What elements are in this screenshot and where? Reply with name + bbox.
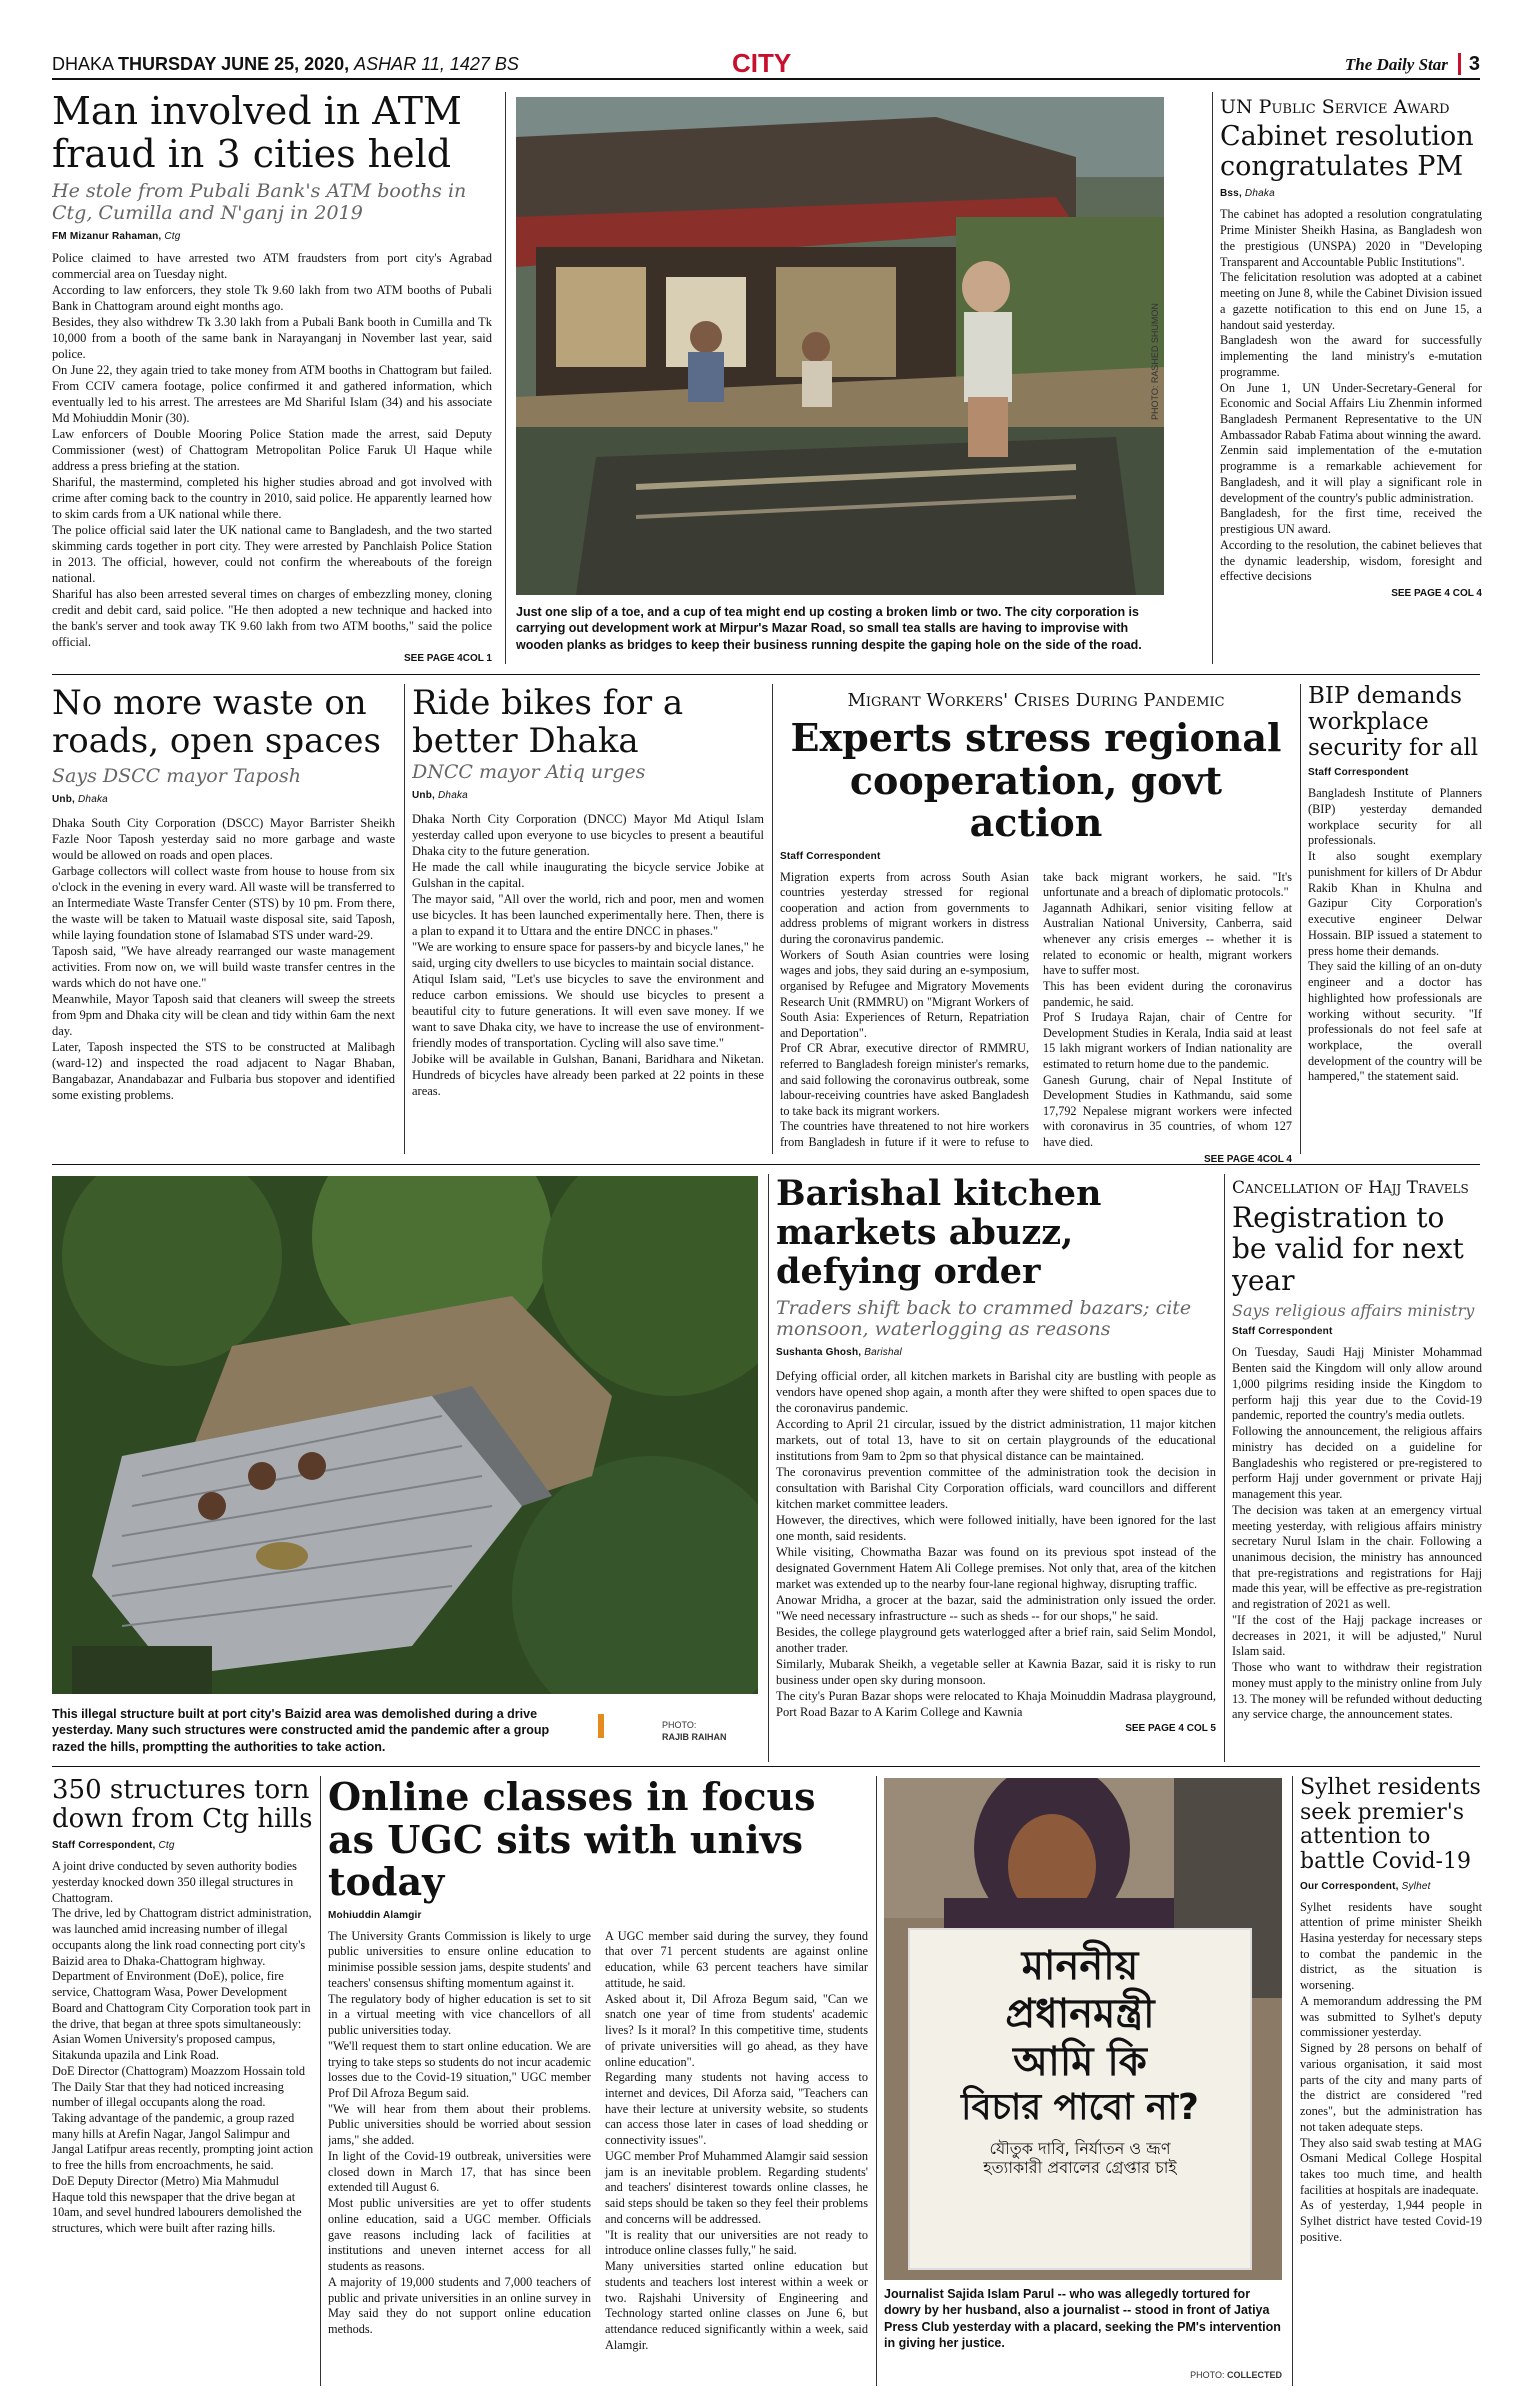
online-para: Most public universities are yet to offer students online education, said a UGC member. Officials gave reasons including lack of facilities at institutions and uneven internet access for all students as reasons.	[328, 2196, 591, 2274]
ctg-headline: 350 structures torn down from Ctg hills	[52, 1776, 313, 1835]
bikes-para: He made the call while inaugurating the bicycle service Jobike at Gulshan in the capital.	[412, 860, 764, 890]
online-para: "It is reality that our universities are not ready to introduce online classes fully," he said.	[605, 2227, 868, 2258]
migrant-para: Migration experts from across South Asian countries yesterday stressed for regional cooperation and action from governments to address problems of migrant workers in distress during the coronavirus pandemic.	[780, 869, 1029, 947]
online-para: In light of the Covid-19 outbreak, universities were closed down in March 17, that has since been extended till August 6.	[328, 2148, 591, 2195]
atm-para: Law enforcers of Double Mooring Police Station made the arrest, said Deputy Commissioner (west) of Chattogram Metropolitan Police Faruk Ul Haque while address a press briefing at the station.	[52, 426, 492, 473]
online-body	[328, 1929, 868, 2354]
online-para: The University Grants Commission is likely to urge public universities to ensure online education to minimise possible session jams, despite students' and teachers' consensus shifting momentum against it.	[328, 1928, 591, 1990]
un-para: Bangladesh won the award for successfully implementing the land ministry's e-mutation programme.	[1220, 333, 1482, 379]
article-migrant	[780, 690, 1292, 1164]
hill-structure-image	[52, 1176, 758, 1694]
photo1-caption: Just one slip of a toe, and a cup of tea might end up costing a broken limb or two. The city corporation is carrying out development work at Mirpur's Mazar Road, so small tea stalls are having to improvise with wooden planks as bridges to keep their business running despite the gaping hole on the side of the road.	[516, 605, 1142, 652]
article-waste	[52, 684, 395, 1164]
article-barishal	[776, 1174, 1216, 1764]
sylhet-byline: Our Correspondent, Sylhet	[1300, 1880, 1431, 1892]
hajj-headline: Registration to be valid for next year	[1232, 1201, 1464, 1297]
un-kicker: UN Public Service Award	[1220, 96, 1450, 118]
migrant-headline: Experts stress regional cooperation, govt action	[790, 715, 1282, 846]
barishal-para: While visiting, Chowmatha Bazar was found on its previous spot instead of the designated Government Hatem Ali College premises. Not only that, area of the kitchen market was extended up to the nearby four-lane regional highway, disrupting traffic.	[776, 1545, 1216, 1592]
article-un-award	[1220, 96, 1482, 666]
un-para: Bangladesh, for the first time, received the prestigious UN award.	[1220, 506, 1482, 537]
online-para: A majority of 19,000 students and 7,000 teachers of public and private universities in an online survey in May said they do not support online education methods.	[328, 2274, 591, 2336]
article-atm	[52, 90, 492, 670]
ctg-byline: Staff Correspondent, Ctg	[52, 1840, 175, 1852]
photo-demolished-structure	[52, 1176, 758, 1694]
bikes-byline: Unb, Dhaka	[412, 790, 468, 801]
atm-para: Police claimed to have arrested two ATM fraudsters from port city's Agrabad commercial area on Tuesday night.	[52, 250, 492, 281]
migrant-para: Jagannath Adhikari, senior visiting fellow at Australian National University, Canberra, said whenever any crisis emerges -- whether it is related to economic or health, migrant workers have to suffer most.	[1043, 900, 1292, 978]
barishal-para: Besides, the college playground gets waterlogged after a brief rain, said Selim Mondol, another trader.	[776, 1625, 1216, 1656]
hajj-byline: Staff Correspondent	[1232, 1326, 1333, 1338]
migrant-kicker: Migrant Workers' Crises During Pandemic	[847, 690, 1225, 711]
ctg-para: DoE Director (Chattogram) Moazzom Hossain told The Daily Star that they had noticed increasing number of illegal occupants along the road.	[52, 2063, 306, 2110]
placard	[908, 1928, 1252, 2270]
sylhet-para: They also said swab testing at MAG Osmani Medical College Hospital takes too much time, and health facilities at hospitals are inadequate.	[1300, 2135, 1482, 2197]
atm-para: According to law enforcers, they stole Tk 9.60 lakh from two ATM booths of Pubali Bank in Chattogram around eight months ago.	[52, 282, 492, 313]
bip-headline: BIP demands workplace security for all	[1308, 684, 1479, 761]
dateline	[52, 54, 519, 75]
waste-para: Taposh said, "We have already rearranged our waste management activities. From now on, we will build waste transfer centres in the wards which do not have one."	[52, 944, 395, 990]
online-para: "We will hear from them about their problems. Public universities should be worried about session jams," she added.	[328, 2101, 591, 2148]
article-online-classes	[328, 1776, 868, 2388]
hajj-deck: Says religious affairs ministry	[1232, 1301, 1475, 1321]
atm-para: Shariful has also been arrested several times on charges of embezzling money, cloning credit and debit card, said police. "He then adopted a new technique and hacked into the bank's server and took away TK 9.60 lakh from two ATM booths," said the police official.	[52, 586, 492, 649]
article-bikes	[412, 684, 764, 1164]
photo3-credit: PHOTO: COLLECTED	[1190, 2370, 1282, 2380]
atm-byline: FM Mizanur Rahaman, Ctg	[52, 230, 181, 242]
article-sylhet	[1300, 1776, 1482, 2388]
hajj-para: The decision was taken at an emergency virtual meeting yesterday, with religious affairs ministry secretary Nurul Islam in the chair. Following a unanimous decision, the ministry has announced that pre-registrations and registrations for Hajj made this year, will be effective as pre-registration and registration of 2021 as well.	[1232, 1502, 1482, 1612]
ctg-para: DoE Deputy Director (Metro) Mia Mahmudul Haque told this newspaper that the drive began at 10am, and sevel hundred labourers demolished the structures, which were built after razing hills.	[52, 2173, 302, 2236]
online-para: Many universities started online education but students and teachers lost interest within a week or two. Rajshahi University of Engineering and Technology started online classes on June 6, but attendance reduced significantly within a week, said Alamgir.	[605, 2259, 868, 2352]
migrant-body	[780, 870, 1292, 1164]
bip-para: It also sought exemplary punishment for killers of Dr Abdur Rakib Khan in Khulna and Gazipur City Corporation's executive engineer Delwar Hossain. BIP issued a statement to press home their demands.	[1308, 849, 1482, 958]
photo-placard	[884, 1778, 1282, 2280]
ctg-para: Department of Environment (DoE), police, fire service, Chattogram Wasa, Power Development Board and Chattogram City Corporation took part in the drive, that began at three spots simultaneously: Asian Women University's proposed campus, Sitakunda upazila and Link Road.	[52, 1969, 311, 2063]
placard-small: হত্যাকারী প্রবালের গ্রেপ্তার চাই	[983, 2158, 1177, 2178]
online-para: UGC member Prof Muhammed Alamgir said session jam is an inevitable problem. Regarding students' and teachers' disinterest towards online classes, he said steps should be taken so they feel their problems and concerns will be addressed.	[605, 2148, 868, 2226]
photo2-caption: This illegal structure built at port city's Baizid area was demolished during a drive yesterday. Many such structures were constructed amid the pandemic after a group razed the hills, promptting the authorities to take action.	[52, 1707, 550, 1754]
hajj-body	[1232, 1345, 1482, 1723]
barishal-para: The coronavirus prevention committee of the administration took the decision in consultation with Barishal City Corporation officials, ward councillors and different kitchen market committee leaders.	[776, 1465, 1216, 1512]
ctg-para: Taking advantage of the pandemic, a group razed many hills at Arefin Nagar, Jangol Salimpur and Jangal Latifpur areas recently, prompting joint action to free the hills from encroachments, he said.	[52, 2110, 314, 2173]
migrant-byline: Staff Correspondent	[780, 850, 881, 862]
paper-brand	[1345, 53, 1480, 76]
section-title: CITY	[732, 50, 792, 78]
bikes-para: The mayor said, "All over the world, rich and poor, men and women use bicycles. It has been launched experimentally here. Then, there is a plan to expand it to Uttara and the entire DNCC in phases."	[412, 892, 764, 938]
bikes-deck: DNCC mayor Atiq urges	[412, 761, 646, 784]
atm-para: The police official said later the UK national came to Bangladesh, and the two started skimming cards together in port city. They were arrested by Panchlaish Police Station in 2013. The official, however, could not confirm the whereabouts of the foreign national.	[52, 522, 492, 585]
un-para: Zenmin said implementation of the e-mutation programme is a remarkable achievement for Bangladesh, and it will play a significant role in development of the country's public administration.	[1220, 443, 1482, 505]
dateline-bangla: ASHAR 11, 1427 BS	[354, 54, 519, 74]
sylhet-para: A memorandum addressing the PM was submitted to Sylhet's deputy commissioner yesterday.	[1300, 1993, 1482, 2040]
photo3-caption: Journalist Sajida Islam Parul -- who was allegedly tortured for dowry by her husband, also a journalist -- stood in front of Jatiya Press Club yesterday with a placard, seeking the PM's intervention in giving her justice.	[884, 2287, 1281, 2350]
waste-para: Meanwhile, Mayor Taposh said that cleaners will sweep the streets from 9pm and Dhaka city will be clean and tidy within 6am the next day.	[52, 992, 395, 1038]
waste-body	[52, 815, 395, 1103]
waste-byline: Unb, Dhaka	[52, 794, 108, 805]
bikes-para: Jobike will be available in Gulshan, Banani, Baridhara and Niketan. Hundreds of bicycles have already been parked at 22 points in these areas.	[412, 1052, 764, 1098]
placard-line: প্রধানমন্ত্রী	[1005, 1991, 1155, 2037]
tea-stall-image	[516, 97, 1164, 595]
un-para: According to the resolution, the cabinet believes that the dynamic leadership, wisdom, foresight and effective decisions	[1220, 537, 1482, 584]
photo1-credit: PHOTO: RASHED SHUMON	[1150, 303, 1160, 420]
atm-para: Shariful, the mastermind, completed his higher studies abroad and got involved with crime after coming back to the country in 2010, said police. He apparently learned how to skim cards from a UK national while there.	[52, 474, 492, 521]
migrant-para: Workers of South Asian countries were losing wages and jobs, they said during an e-symposium, organised by Refugee and Migratory Movements Research Unit (RMMRU) on "Migrant Workers of South Asia: Experiences of Return, Repatriation and Deportation".	[780, 947, 1029, 1040]
barishal-para: According to April 21 circular, issued by the district administration, 11 major kitchen markets, out of total 13, have to sit on certain playgrounds of the educational institutions from 9am to 2pm so that physical distance can be maintained.	[776, 1417, 1216, 1464]
sylhet-para: Sylhet residents have sought attention of prime minister Sheikh Hasina yesterday for necessary steps to combat the pandemic in the district, as the situation is worsening.	[1300, 1899, 1482, 1993]
bikes-para: Dhaka North City Corporation (DNCC) Mayor Md Atiqul Islam yesterday called upon everyone to use bicycles to present a beautiful Dhaka city to the future generation.	[412, 812, 764, 858]
article-bip	[1308, 684, 1482, 1164]
masthead	[52, 50, 1480, 80]
online-headline: Online classes in focus as UGC sits with univs today	[328, 1776, 816, 1905]
atm-para: On June 22, they again tried to take money from ATM booths in Chattogram but failed. From CCIV camera footage, police confirmed it and gathered information, which eventually led to his arrest. The arrestees are Md Shariful Islam (34) and his associate Md Mohiuddin Monir (30).	[52, 362, 492, 425]
hajj-para: Following the announcement, the religious affairs ministry has decided on a guideline for Bangladeshis who registered or pre-registered to perform Hajj under government or private Hajj management this year.	[1232, 1424, 1482, 1502]
barishal-headline: Barishal kitchen markets abuzz, defying order	[776, 1174, 1102, 1293]
waste-para: Later, Taposh inspected the STS to be constructed at Malibagh (ward-12) and inspected the road adjacent to Nagar Bhaban, Bangabazar, Anandabazar and Fulbaria bus stopover and identified some existing problems.	[52, 1040, 395, 1102]
migrant-para: Prof CR Abrar, executive director of RMMRU, referred to Bangladesh foreign minister's remarks, and said following the coronavirus outbreak, some labour-receiving countries have asked Bangladesh to take back its migrant workers.	[780, 1041, 1029, 1118]
un-body	[1220, 207, 1482, 600]
waste-para: Garbage collectors will collect waste from house to house from six o'clock in the evening in every ward. All waste will be transferred to an Intermediate Waste Transfer Center (STS) by 10 pm. From there, the waste will be taken to Matuail waste disposal site, said Taposh, while laying foundation stone of Islamabad STS under ward-29.	[52, 864, 395, 942]
barishal-deck: Traders shift back to crammed bazars; cite monsoon, waterlogging as reasons	[776, 1296, 1192, 1341]
barishal-para: Similarly, Mubarak Sheikh, a vegetable seller at Kawnia Bazar, said it is risky to run business under open sky during monsoon.	[776, 1657, 1216, 1688]
ctg-para: The drive, led by Chattogram district administration, was launched amid increasing number of illegal occupants along the link road connecting port city's Baizid area to Dhaka-Chattogram highway.	[52, 1906, 312, 1968]
dateline-city: DHAKA	[52, 54, 114, 74]
online-para: Regarding many students not having access to internet and devices, Dil Aforza said, "Teachers can have their lecture at university website, so students can access those later in cases of load shedding or connectivity issues".	[605, 2070, 868, 2148]
article-hajj	[1232, 1178, 1482, 1764]
paper-logo: The Daily Star	[1344, 55, 1448, 74]
bip-para: They said the killing of an on-duty engineer and a doctor has highlighted how professionals are working without security. "If professionals do not feel safe at workplace, the overall development of the country will be hampered," the statement said.	[1308, 959, 1482, 1084]
online-para: A UGC member said during the survey, they found that over 71 percent students are against online education, while 63 percent teachers have similar attitude, he said.	[605, 1928, 868, 1990]
un-para: The cabinet has adopted a resolution congratulating Prime Minister Sheikh Hasina, as Bangladesh won the prestigious (UNSPA) 2020 in "Developing Transparent and Accountable Public Institutions".	[1220, 207, 1482, 269]
hajj-kicker: Cancellation of Hajj Travels	[1232, 1178, 1469, 1198]
barishal-para: Defying official order, all kitchen markets in Barishal city are bustling with people as vendors have opened shop again, a month after they were shifted to open spaces due to the coronavirus pandemic.	[776, 1369, 1216, 1416]
photo2-marker	[598, 1714, 604, 1738]
migrant-para: This has been evident during the coronavirus pandemic, he said.	[1043, 978, 1292, 1009]
online-para: The regulatory body of higher education is set to sit in a virtual meeting with vice chancellors of all public universities today.	[328, 1991, 591, 2038]
hajj-para: On Tuesday, Saudi Hajj Minister Mohammad Benten said the Kingdom will only allow around 1,000 pilgrims residing inside the Kingdom to perform hajj this year due to the Covid-19 pandemic, reported the country's media outlets.	[1232, 1345, 1482, 1423]
bikes-headline: Ride bikes for a better Dhaka	[412, 684, 684, 762]
ctg-body	[52, 1859, 314, 2237]
barishal-para: The city's Puran Bazar shops were relocated to Khaja Moinuddin Madrasa playground, Port Road Bazar to A Karim College and Kawnia	[776, 1689, 1216, 1720]
atm-body	[52, 250, 492, 666]
migrant-para: Prof S Irudaya Rajan, chair of Centre for Development Studies in Kerala, India said at least 15 lakh migrant workers of Indian nationality are estimated to return home due to the pandemic.	[1043, 1010, 1292, 1071]
hajj-para: "If the cost of the Hajj package increases or decreases in 2021, it will be adjusted," Nurul Islam said.	[1232, 1612, 1482, 1659]
online-para: Asked about it, Dil Afroza Begum said, "Can we snatch one year of time from students' academic lives? Is it moral? In this competitive time, students of private universities will go ahead, as they have online education".	[605, 1991, 868, 2069]
bikes-para: Atiqul Islam said, "Let's use bicycles to save the environment and reduce carbon emissions. We should use bicycles to present a beautiful city to future generations. It will even save money. If we want to save Dhaka city, we have to increase the use of environment-friendly modes of transportation. Cycling will also save time."	[412, 972, 764, 1050]
dateline-date: THURSDAY JUNE 25, 2020,	[118, 54, 350, 74]
atm-para: Besides, they also withdrew Tk 3.30 lakh from a Pubali Bank booth in Cumilla and Tk 10,000 from a booth of the same bank in Narayanganj in November last year, said police.	[52, 314, 492, 361]
waste-deck: Says DSCC mayor Taposh	[52, 765, 301, 788]
photo2-credit: PHOTO: RAJIB RAIHAN	[662, 1720, 727, 1742]
photo-tea-stall	[516, 97, 1164, 595]
placard-line: মাননীয়	[1021, 1943, 1139, 1989]
placard-small: যৌতুক দাবি, নির্যাতন ও ভ্রূণ	[989, 2139, 1171, 2159]
sylhet-body	[1300, 1900, 1482, 2246]
sylhet-headline: Sylhet residents seek premier's attention to battle Covid-19	[1300, 1776, 1481, 1874]
placard-line: বিচার পাবো না?	[961, 2087, 1199, 2128]
un-para: On June 1, UN Under-Secretary-General for Economic and Social Affairs Liu Zhenmin informed Bangladesh Permanent Representative to the UN Ambassador Rabab Fatima about winning the award.	[1220, 380, 1482, 442]
bikes-para: "We are working to ensure space for passers-by and bicycle lanes," he said, urging city dwellers to use bicycles to maintain social distance.	[412, 940, 764, 970]
placard-line: আমি কি	[1013, 2039, 1147, 2085]
barishal-byline: Sushanta Ghosh, Barishal	[776, 1347, 902, 1359]
un-jump[interactable]: SEE PAGE 4 COL 4	[1391, 588, 1482, 600]
un-byline: Bss, Dhaka	[1220, 188, 1275, 200]
atm-deck: He stole from Pubali Bank's ATM booths in Ctg, Cumilla and N'ganj in 2019	[52, 180, 467, 224]
waste-headline: No more waste on roads, open spaces	[52, 684, 381, 762]
barishal-para: However, the directives, which were followed initially, have been ignored for the last one month, said residents.	[776, 1513, 1216, 1544]
bip-para: Bangladesh Institute of Planners (BIP) yesterday demanded workplace security for all professionals.	[1308, 786, 1482, 848]
hajj-para: Those who want to withdraw their registration money must apply to the ministry online from July 13. The money will be refunded without deducting any service charge, the announcement states.	[1232, 1660, 1482, 1722]
un-headline: Cabinet resolution congratulates PM	[1220, 121, 1474, 183]
page-number: 3	[1458, 53, 1480, 75]
sylhet-para: Signed by 28 persons on behalf of various organisation, it said most parts of the city and many parts of the district are considered "red zones", but the administration has not taken adequate steps.	[1300, 2041, 1482, 2134]
online-byline: Mohiuddin Alamgir	[328, 1909, 422, 1921]
online-para: "We'll request them to start online education. We are trying to take steps so students do not incur academic losses due to the Covid-19 situation," UGC member Prof Dil Afroza Begum said.	[328, 2038, 591, 2100]
migrant-para: The countries have threatened to not hire workers from Bangladesh in future if it were to refuse to take back migrant workers, he said. "It's unfortunate and a breach of diplomatic protocols."	[780, 869, 1292, 1149]
bip-byline: Staff Correspondent	[1308, 767, 1409, 779]
article-ctg-structures	[52, 1776, 314, 2386]
barishal-para: Anowar Mridha, a grocer at the bazar, said the administration only issued the order. "We need necessary infrastructure -- such as sheds -- for our shops," he said.	[776, 1593, 1216, 1624]
bikes-body	[412, 811, 764, 1099]
atm-jump[interactable]: SEE PAGE 4COL 1	[404, 652, 492, 664]
bip-body	[1308, 786, 1482, 1085]
migrant-jump[interactable]: SEE PAGE 4COL 4	[1204, 1153, 1292, 1164]
atm-headline: Man involved in ATM fraud in 3 cities held	[52, 90, 462, 176]
sylhet-para: As of yesterday, 1,944 people in Sylhet district have tested Covid-19 positive.	[1300, 2198, 1482, 2244]
ctg-para: A joint drive conducted by seven authority bodies yesterday knocked down 350 illegal structures in Chattogram.	[52, 1859, 297, 1905]
waste-para: Dhaka South City Corporation (DSCC) Mayor Barrister Sheikh Fazle Noor Taposh yesterday said no more garbage and waste would be allowed on roads and open places.	[52, 816, 395, 862]
un-para: The felicitation resolution was adopted at a cabinet meeting on June 8, while the Cabinet Division issued a gazette notification to this end on June 15, a handout said yesterday.	[1220, 270, 1482, 332]
barishal-jump[interactable]: SEE PAGE 4 COL 5	[1125, 1723, 1216, 1735]
migrant-para: Ganesh Gurung, chair of Nepal Institute of Development Studies in Kathmandu, said some 17,792 Nepalese migrant workers were infected with coronavirus in 35 countries, of whom 127 have died.	[1043, 1072, 1292, 1149]
barishal-body	[776, 1368, 1216, 1736]
